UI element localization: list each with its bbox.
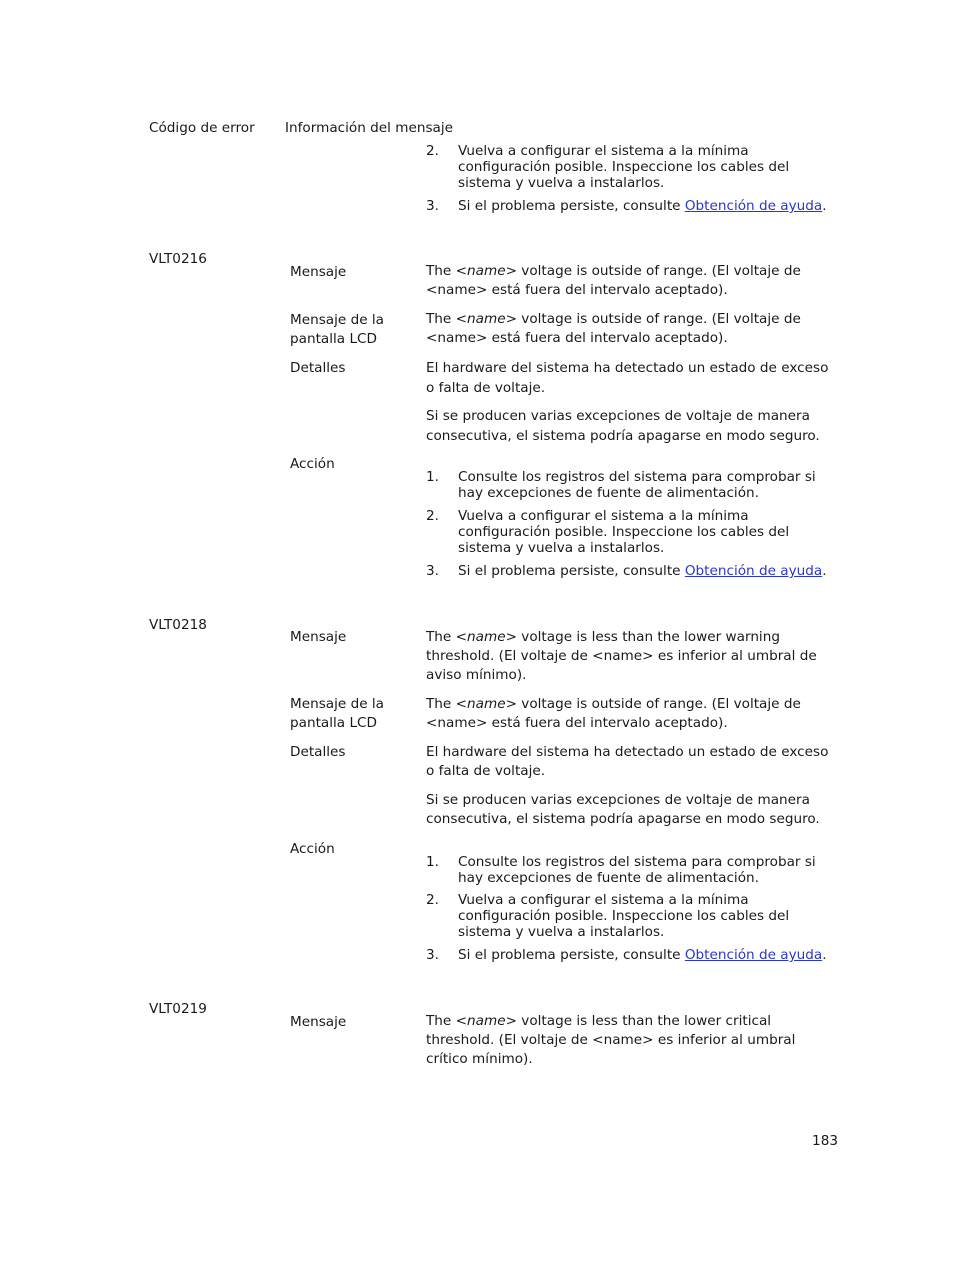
help-link[interactable]: Obtención de ayuda — [684, 198, 823, 214]
column-header-error-code: Código de error — [149, 120, 255, 136]
label-message: Mensaje — [290, 629, 347, 645]
list-item: Consulte los registros del sistema para comprobar si hay excepciones de fuente de alimentación. — [458, 854, 816, 886]
message-text: The <name> voltage is less than the lower warning threshold. (El voltaje de <name> es inferior al umbral de aviso mínimo). — [426, 629, 817, 683]
list-number: 2. — [426, 508, 439, 524]
label-action: Acción — [290, 841, 335, 857]
lcd-message-text: The <name> voltage is outside of range. (El voltaje de <name> está fuera del intervalo aceptado). — [426, 696, 801, 731]
list-item: Vuelva a configurar el sistema a la mínima configuración posible. Inspeccione los cables del sistema y vuelva a instalarlos. — [458, 508, 790, 556]
list-item: Vuelva a configurar el sistema a la mínima configuración posible. Inspeccione los cables del sistema y vuelva a instalarlos. — [458, 143, 790, 191]
details-text: El hardware del sistema ha detectado un estado de exceso o falta de voltaje. — [426, 744, 829, 779]
column-header-message-info: Información del mensaje — [285, 120, 454, 136]
list-number: 3. — [426, 198, 439, 214]
error-code: VLT0219 — [149, 1001, 207, 1017]
help-link[interactable]: Obtención de ayuda — [684, 947, 823, 963]
list-number: 1. — [426, 854, 439, 870]
label-message: Mensaje — [290, 1014, 347, 1030]
list-item: Si el problema persiste, consulte Obtención de ayuda. — [458, 198, 827, 214]
details-text-2: Si se producen varias excepciones de voltaje de manera consecutiva, el sistema podría apagarse en modo seguro. — [426, 408, 820, 444]
list-item: Si el problema persiste, consulte Obtención de ayuda. — [458, 563, 827, 579]
page-number: 183 — [812, 1133, 838, 1149]
list-number: 3. — [426, 563, 439, 579]
help-link[interactable]: Obtención de ayuda — [684, 563, 823, 579]
details-text-2: Si se producen varias excepciones de voltaje de manera consecutiva, el sistema podría apagarse en modo seguro. — [426, 792, 820, 827]
message-text: The <name> voltage is outside of range. (El voltaje de <name> está fuera del intervalo aceptado). — [426, 263, 801, 298]
details-text: El hardware del sistema ha detectado un estado de exceso o falta de voltaje. — [426, 360, 829, 396]
label-action: Acción — [290, 456, 335, 472]
error-code: VLT0218 — [149, 617, 207, 633]
list-item: Consulte los registros del sistema para comprobar si hay excepciones de fuente de alimentación. — [458, 469, 816, 501]
list-number: 1. — [426, 469, 439, 485]
error-code: VLT0216 — [149, 251, 207, 267]
lcd-message-text: The <name> voltage is outside of range. (El voltaje de <name> está fuera del intervalo aceptado). — [426, 311, 801, 346]
label-message: Mensaje — [290, 264, 347, 280]
label-details: Detalles — [290, 360, 346, 376]
list-number: 3. — [426, 947, 439, 963]
list-item: Vuelva a configurar el sistema a la mínima configuración posible. Inspeccione los cables del sistema y vuelva a instalarlos. — [458, 892, 790, 940]
label-lcd-message: Mensaje de la pantalla LCD — [290, 312, 385, 347]
list-number: 2. — [426, 143, 439, 159]
message-text: The <name> voltage is less than the lower critical threshold. (El voltaje de <name> es inferior al umbral crítico mínimo). — [426, 1013, 796, 1067]
list-item: Si el problema persiste, consulte Obtención de ayuda. — [458, 947, 827, 963]
label-lcd-message: Mensaje de la pantalla LCD — [290, 696, 385, 731]
label-details: Detalles — [290, 744, 346, 760]
list-number: 2. — [426, 892, 439, 908]
